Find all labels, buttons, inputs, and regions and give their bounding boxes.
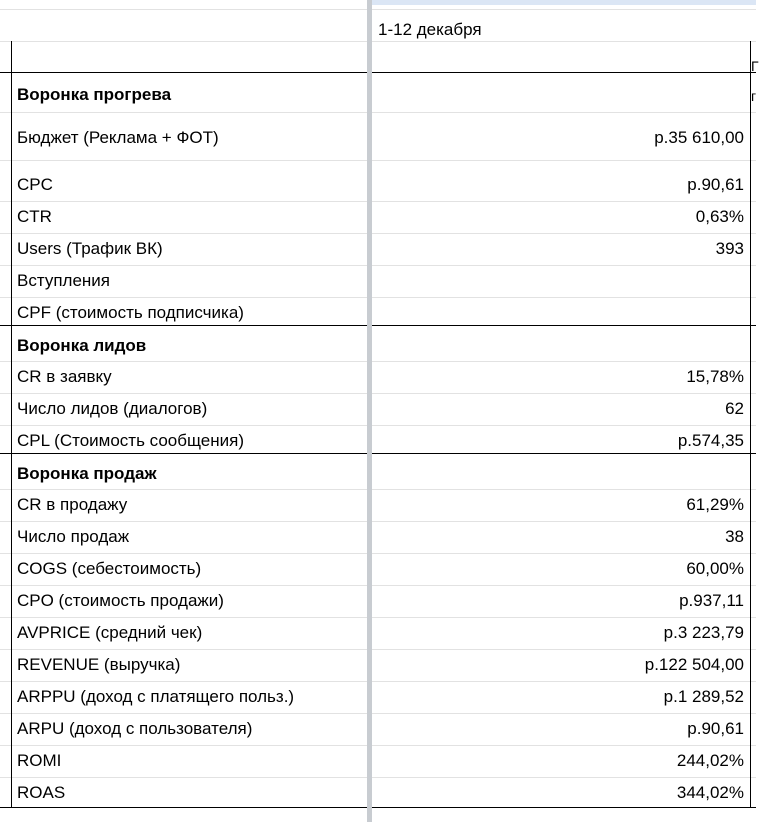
row-label-cpc[interactable]: CPC	[17, 175, 53, 194]
row-value-cpc[interactable]: р.90,61	[687, 175, 744, 194]
row-value-revenue[interactable]: р.122 504,00	[644, 655, 744, 674]
section-leads-funnel[interactable]: Воронка лидов	[17, 336, 147, 355]
row-label-cr-request[interactable]: CR в заявку	[17, 367, 112, 386]
grid-line	[0, 112, 756, 113]
row-value-cpf[interactable]	[372, 297, 744, 329]
row-label-cpf[interactable]: CPF (стоимость подписчика)	[17, 303, 244, 322]
row-label-joins[interactable]: Вступления	[17, 271, 110, 290]
row-value-leads-count[interactable]: 62	[725, 399, 744, 418]
row-value-budget[interactable]: р.35 610,00	[654, 128, 744, 147]
row-label-roas[interactable]: ROAS	[17, 783, 66, 802]
grid-line	[0, 9, 756, 10]
row-label-leads-count[interactable]: Число лидов (диалогов)	[17, 399, 208, 418]
row-label-cogs[interactable]: COGS (себестоимость)	[17, 559, 202, 578]
grid-line	[0, 160, 756, 161]
row-label-arpu[interactable]: ARPU (доход с пользователя)	[17, 719, 253, 738]
period-header[interactable]: 1-12 декабря	[378, 20, 482, 39]
section-sales-funnel[interactable]: Воронка продаж	[17, 464, 157, 483]
column-header-strip	[372, 0, 756, 5]
row-value-roas[interactable]: 344,02%	[676, 783, 744, 802]
row-value-sales-count[interactable]: 38	[725, 527, 744, 546]
row-value-cpl[interactable]: р.574,35	[677, 431, 744, 450]
row-value-cogs[interactable]: 60,00%	[686, 559, 744, 578]
row-label-budget[interactable]: Бюджет (Реклама + ФОТ)	[17, 128, 219, 147]
row-value-cr-sale[interactable]: 61,29%	[686, 495, 744, 514]
table-left-border	[11, 41, 12, 807]
row-value-joins[interactable]	[372, 265, 744, 297]
row-value-arppu[interactable]: р.1 289,52	[663, 687, 744, 706]
row-value-avprice[interactable]: р.3 223,79	[663, 623, 744, 642]
section-warmup-funnel[interactable]: Воронка прогрева	[17, 85, 172, 104]
row-value-cr-request[interactable]: 15,78%	[686, 367, 744, 386]
row-label-cr-sale[interactable]: CR в продажу	[17, 495, 128, 514]
row-label-cpo[interactable]: CPO (стоимость продажи)	[17, 591, 224, 610]
row-label-romi[interactable]: ROMI	[17, 751, 62, 770]
row-value-cpo[interactable]: р.937,11	[679, 591, 744, 610]
row-value-users[interactable]: 393	[715, 239, 744, 258]
row-value-ctr[interactable]: 0,63%	[695, 207, 744, 226]
row-value-romi[interactable]: 244,02%	[676, 751, 744, 770]
next-column-edge: Г	[751, 58, 759, 74]
row-label-sales-count[interactable]: Число продаж	[17, 527, 130, 546]
row-label-revenue[interactable]: REVENUE (выручка)	[17, 655, 181, 674]
row-label-ctr[interactable]: CTR	[17, 207, 52, 226]
row-label-arppu[interactable]: ARPPU (доход с платящего польз.)	[17, 687, 295, 706]
next-column-edge: г	[751, 88, 757, 104]
row-value-arpu[interactable]: р.90,61	[687, 719, 744, 738]
header-border	[0, 72, 756, 73]
table-right-border	[750, 41, 751, 807]
row-label-avprice[interactable]: AVPRICE (средний чек)	[17, 623, 203, 642]
row-label-users[interactable]: Users (Трафик ВК)	[17, 239, 163, 258]
row-label-cpl[interactable]: CPL (Стоимость сообщения)	[17, 431, 244, 450]
